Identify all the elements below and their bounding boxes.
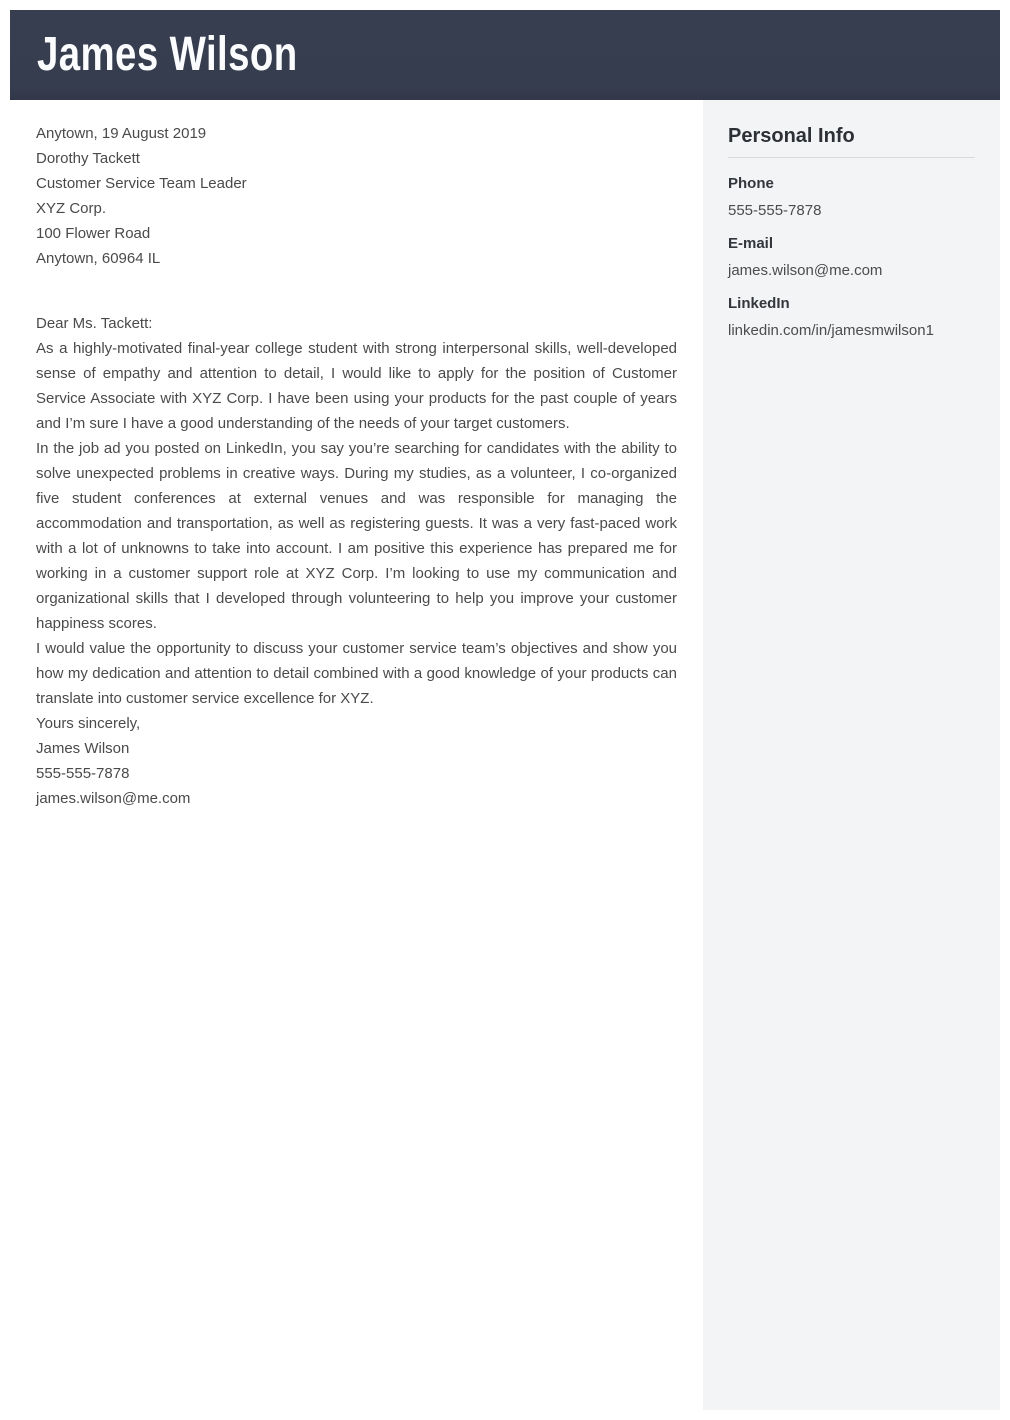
info-value-linkedin: linkedin.com/in/jamesmwilson1 bbox=[728, 322, 934, 339]
info-item-email bbox=[728, 232, 975, 283]
letter-date: Anytown, 19 August 2019 bbox=[36, 125, 207, 142]
personal-info-sidebar bbox=[703, 100, 1000, 1410]
salutation: Dear Ms. Tackett: bbox=[36, 315, 153, 332]
closing-line: Yours sincerely, bbox=[36, 715, 141, 732]
letter-body bbox=[36, 121, 677, 811]
info-label-linkedin: LinkedIn bbox=[728, 295, 790, 312]
letter-paragraph-2: In the job ad you posted on LinkedIn, you say you’re searching for candidates with the ability to solve unexpected problems in creative ways. During my studies, as a volunteer, I co-organized five student conferences at external venues and was responsible for managing the accommodation and transportation, as well as registering guests. It was a very fast-paced work with a lot of unknowns to take into account. I am positive this experience has prepared me for working in a customer support role at XYZ Corp. I’m looking to use my communication and organizational skills that I developed through volunteering to help you improve your customer happiness scores. bbox=[36, 440, 677, 632]
info-value-phone: 555-555-7878 bbox=[728, 202, 822, 219]
signature-contact-block bbox=[36, 761, 677, 811]
recipient-name: Dorothy Tackett bbox=[36, 150, 140, 167]
info-value-email: james.wilson@me.com bbox=[728, 262, 883, 279]
signature-name: James Wilson bbox=[36, 740, 130, 757]
recipient-company: XYZ Corp. bbox=[36, 200, 107, 217]
letter-header bbox=[10, 10, 1000, 100]
info-label-email: E-mail bbox=[728, 235, 774, 252]
applicant-name: James Wilson bbox=[37, 28, 298, 81]
info-item-phone bbox=[728, 172, 975, 223]
info-label-phone: Phone bbox=[728, 175, 774, 192]
info-item-linkedin bbox=[728, 292, 975, 343]
recipient-title: Customer Service Team Leader bbox=[36, 175, 247, 192]
letter-paragraph-1: As a highly-motivated final-year college student with strong interpersonal skills, well-developed sense of empathy and attention to detail, I would like to apply for the position of Customer Service Associate with XYZ Corp. I have been using your products for the past couple of years and I’m sure I have a good understanding of the needs of your target customers. bbox=[36, 340, 677, 432]
recipient-city: Anytown, 60964 IL bbox=[36, 250, 161, 267]
signature-phone: 555-555-7878 bbox=[36, 765, 130, 782]
recipient-street: 100 Flower Road bbox=[36, 225, 151, 242]
sidebar-title: Personal Info bbox=[728, 125, 975, 158]
recipient-block bbox=[36, 146, 677, 271]
letter-paragraph-3: I would value the opportunity to discuss your customer service team’s objectives and show you how my dedication and attention to detail combined with a good knowledge of your products can translate into customer service excellence for XYZ. bbox=[36, 640, 677, 707]
signature-email: james.wilson@me.com bbox=[36, 790, 191, 807]
